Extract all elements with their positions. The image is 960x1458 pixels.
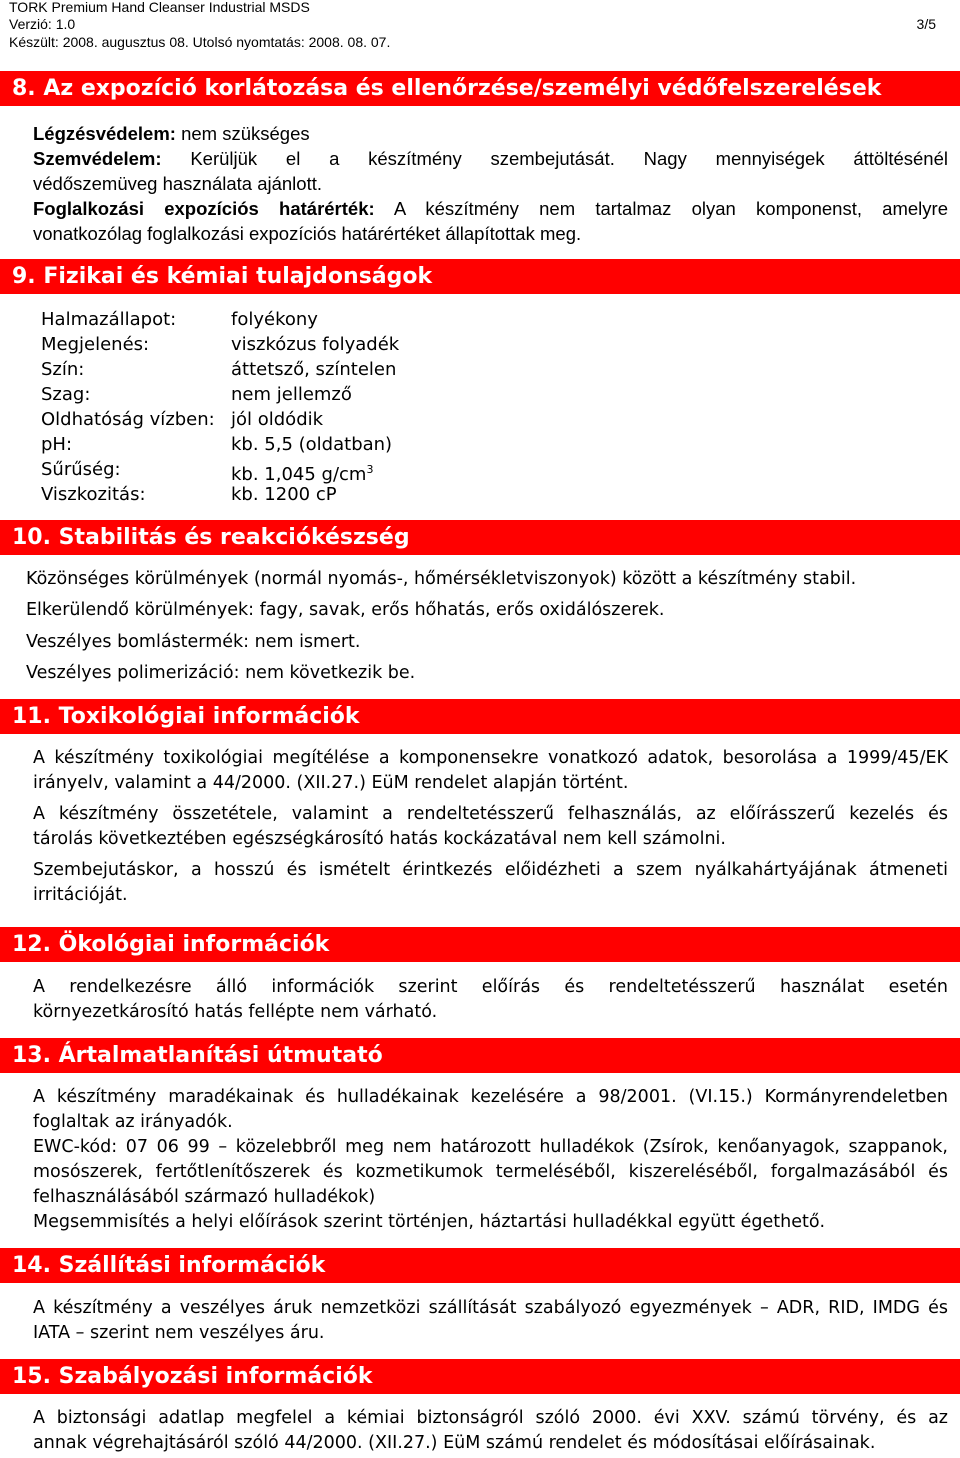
ewc-code-line-1: EWC-kód: 07 06 99 – közelebbről meg nem határozott hulladékok (Zsírok, kenőanyagok, szappanok, <box>33 1137 948 1157</box>
disposal-paragraph-3: Megsemmisítés a helyi előírások szerint történjen, háztartási hulladékkal együtt égethető. <box>33 1212 826 1232</box>
section-14-heading: 14. Szállítási információk <box>0 1248 960 1283</box>
decomposition-line: Veszélyes bomlástermék: nem ismert. <box>26 632 361 652</box>
section-11-heading: 11. Toxikológiai információk <box>0 699 960 734</box>
property-label: Viszkozitás: <box>41 484 146 505</box>
occupational-limit-label: Foglalkozási expozíciós határérték: <box>33 198 375 219</box>
ewc-code-line-2: mosószerek, fertőtlenítőszerek és kozmetikumok termeléséből, kiszereléséből, forgalmazásából és <box>33 1162 948 1182</box>
regulatory-paragraph-end: annak végrehajtásáról szóló 44/2000. (XII.27.) EüM számú rendelet és módosításai előírásainak. <box>33 1433 876 1453</box>
property-value: folyékony <box>231 309 318 330</box>
section-10-heading: 10. Stabilitás és reakciókészség <box>0 520 960 555</box>
toxicology-paragraph-2-end: tárolás következtében egészségkárosító hatás kockázatával nem kell számolni. <box>33 829 726 849</box>
section-13-heading: 13. Ártalmatlanítási útmutató <box>0 1038 960 1073</box>
section-15-heading: 15. Szabályozási információk <box>0 1359 960 1394</box>
disposal-paragraph-1: A készítmény maradékainak és hulladékainak kezelésére a 98/2001. (VI.15.) Kormányrendeletben <box>33 1087 948 1107</box>
disposal-paragraph-1-end: foglaltak az irányadók. <box>33 1112 233 1132</box>
eye-protection-text-1: Kerüljük el a készítmény szembejutását. Nagy mennyiségek áttöltésénél <box>190 148 948 169</box>
respiratory-protection <box>33 121 310 146</box>
density-value: kb. 1,045 g/cm <box>231 464 367 485</box>
toxicology-paragraph-2: A készítmény összetétele, valamint a rendeltetésszerű felhasználás, az előírásszerű kezelés és <box>33 804 948 824</box>
ecology-paragraph: A rendelkezésre álló információk szerint előírás és rendeltetésszerű használat esetén <box>33 977 948 997</box>
section-12-heading: 12. Ökológiai információk <box>0 927 960 962</box>
occupational-limit-text-1: A készítmény nem tartalmaz olyan komponenst, amelyre <box>393 198 948 219</box>
property-label: Szag: <box>41 384 91 405</box>
regulatory-paragraph: A biztonsági adatlap megfelel a kémiai biztonságról szóló 2000. évi XXV. számú törvény, és az <box>33 1408 948 1428</box>
document-title: TORK Premium Hand Cleanser Industrial MSDS <box>9 0 310 15</box>
property-value: kb. 5,5 (oldatban) <box>231 434 393 455</box>
property-label: Halmazállapot: <box>41 309 177 330</box>
property-value: kb. 1200 cP <box>231 484 337 505</box>
conditions-to-avoid-line: Elkerülendő körülmények: fagy, savak, erős hőhatás, erős oxidálószerek. <box>26 600 665 620</box>
property-label: Szín: <box>41 359 85 380</box>
property-value: áttetsző, színtelen <box>231 359 397 380</box>
property-value: nem jellemző <box>231 384 352 405</box>
property-label: Sűrűség: <box>41 459 121 480</box>
section-8-heading: 8. Az expozíció korlátozása és ellenőrzése/személyi védőfelszerelések <box>0 71 960 106</box>
version-label: Verzió: 1.0 <box>9 16 76 32</box>
toxicology-paragraph-3: Szembejutáskor, a hosszú és ismételt érintkezés előidézheti a szem nyálkahártyájának átmeneti <box>33 860 948 880</box>
transport-paragraph: A készítmény a veszélyes áruk nemzetközi szállítását szabályozó egyezmények – ADR, RID, IMDG és <box>33 1298 948 1318</box>
ewc-code-line-3: felhasználásából származó hulladékok) <box>33 1187 376 1207</box>
occupational-limit-line-1 <box>33 196 948 221</box>
ecology-paragraph-end: környezetkárosító hatás fellépte nem várható. <box>33 1002 438 1022</box>
toxicology-paragraph-1: A készítmény toxikológiai megítélése a komponensekre vonatkozó adatok, besorolása a 1999/45/EK <box>33 748 948 768</box>
respiratory-label: Légzésvédelem: <box>33 123 176 144</box>
toxicology-paragraph-1-end: irányelv, valamint a 44/2000. (XII.27.) EüM rendelet alapján történt. <box>33 773 629 793</box>
density-exponent: 3 <box>366 463 374 476</box>
eye-protection-line-1 <box>33 146 948 171</box>
page-number: 3/5 <box>916 16 936 32</box>
eye-protection-label: Szemvédelem: <box>33 148 162 169</box>
property-label: Oldhatóság vízben: <box>41 409 215 430</box>
property-value: jól oldódik <box>231 409 324 430</box>
transport-paragraph-end: IATA – szerint nem veszélyes áru. <box>33 1323 325 1343</box>
property-label: pH: <box>41 434 73 455</box>
property-value: viszkózus folyadék <box>231 334 400 355</box>
respiratory-value: nem szükséges <box>181 123 310 144</box>
section-9-heading: 9. Fizikai és kémiai tulajdonságok <box>0 259 960 294</box>
toxicology-paragraph-3-end: irritációját. <box>33 885 128 905</box>
eye-protection-line-2: védőszemüveg használata ajánlott. <box>33 173 322 194</box>
document-dates: Készült: 2008. augusztus 08. Utolsó nyomtatás: 2008. 08. 07. <box>9 34 391 50</box>
polymerization-line: Veszélyes polimerizáció: nem következik be. <box>26 663 416 683</box>
stability-line: Közönséges körülmények (normál nyomás-, hőmérsékletviszonyok) között a készítmény stabil. <box>26 569 857 589</box>
property-label: Megjelenés: <box>41 334 150 355</box>
occupational-limit-line-2: vonatkozólag foglalkozási expozíciós határértéket állapítottak meg. <box>33 223 582 244</box>
